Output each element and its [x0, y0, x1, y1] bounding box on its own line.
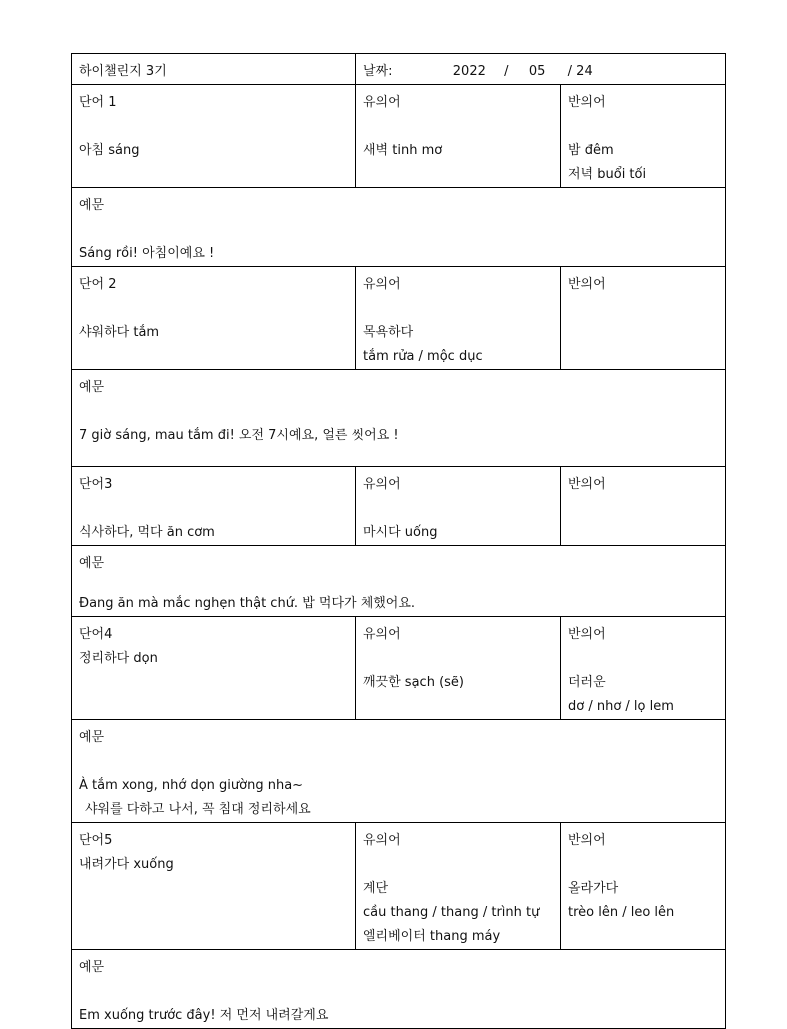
word-row [72, 823, 726, 950]
example-text: Sáng rồi! 아침이예요 ! [79, 246, 215, 261]
example-row [72, 546, 726, 617]
synonym-label: 유의어 [363, 833, 401, 848]
antonym-cell [561, 267, 726, 370]
synonym-cell [356, 467, 561, 546]
antonym-label: 반의어 [568, 627, 606, 642]
example-cell [72, 546, 726, 617]
example-cell [72, 188, 726, 267]
synonym-text: 엘리베이터 thang máy [363, 929, 501, 944]
word-cell [72, 267, 356, 370]
example-text: Đang ăn mà mắc nghẹn thật chứ. 밥 먹다가 체했어요. [79, 596, 416, 611]
challenge-title-cell [72, 54, 356, 85]
header-row [72, 54, 726, 85]
date-day: / 24 [567, 64, 593, 79]
synonym-text: 목욕하다 [363, 325, 414, 340]
date-month: 05 [528, 64, 546, 79]
word-cell [72, 467, 356, 546]
date-cell [356, 54, 726, 85]
synonym-cell [356, 85, 561, 188]
synonym-label: 유의어 [363, 95, 401, 110]
antonym-text: dơ / nhơ / lọ lem [568, 699, 674, 714]
example-text: Em xuống trước đây! 저 먼저 내려갈게요 [79, 1008, 329, 1023]
antonym-text: 더러운 [568, 675, 606, 690]
word-label: 단어3 [79, 477, 113, 492]
date-label: 날짜: [363, 64, 393, 79]
word-label: 단어 1 [79, 95, 117, 110]
synonym-label: 유의어 [363, 277, 401, 292]
example-row [72, 188, 726, 267]
example-cell [72, 950, 726, 1029]
example-text: À tắm xong, nhớ dọn giường nha~ [79, 778, 304, 793]
word-label: 단어5 [79, 833, 113, 848]
antonym-cell [561, 823, 726, 950]
antonym-text: 밤 đêm [568, 143, 614, 158]
synonym-text: 새벽 tinh mơ [363, 143, 443, 158]
example-text: 샤워를 다하고 나서, 꼭 침대 정리하세요 [85, 802, 311, 817]
synonym-text: 계단 [363, 881, 389, 896]
example-label: 예문 [79, 380, 105, 395]
antonym-text: 올라가다 [568, 881, 619, 896]
antonym-label: 반의어 [568, 477, 606, 492]
word-row [72, 267, 726, 370]
antonym-label: 반의어 [568, 277, 606, 292]
antonym-label: 반의어 [568, 95, 606, 110]
word-label: 단어4 [79, 627, 113, 642]
word-row [72, 85, 726, 188]
vocab-table [71, 53, 726, 1029]
example-text: 7 giờ sáng, mau tắm đi! 오전 7시예요, 얼른 씻어요 ! [79, 428, 399, 443]
example-row [72, 950, 726, 1029]
antonym-text: 저녁 buổi tối [568, 167, 647, 182]
word-row [72, 467, 726, 546]
word-cell [72, 823, 356, 950]
synonym-label: 유의어 [363, 477, 401, 492]
synonym-text: tắm rửa / mộc dục [363, 349, 483, 364]
word-text: 식사하다, 먹다 ăn cơm [79, 525, 215, 540]
synonym-text: cầu thang / thang / trình tự [363, 905, 540, 920]
example-cell [72, 720, 726, 823]
synonym-text: 깨끗한 sạch (sẽ) [363, 675, 464, 690]
word-text: 내려가다 xuống [79, 857, 174, 872]
word-label: 단어 2 [79, 277, 117, 292]
date-year: 2022 [452, 64, 486, 79]
antonym-cell [561, 85, 726, 188]
word-cell [72, 617, 356, 720]
word-cell [72, 85, 356, 188]
example-label: 예문 [79, 556, 105, 571]
antonym-text: trèo lên / leo lên [568, 905, 675, 920]
synonym-cell [356, 267, 561, 370]
example-row [72, 370, 726, 467]
example-cell [72, 370, 726, 467]
antonym-label: 반의어 [568, 833, 606, 848]
challenge-title: 하이챌린지 3기 [79, 64, 167, 79]
word-row [72, 617, 726, 720]
synonym-cell [356, 617, 561, 720]
example-row [72, 720, 726, 823]
synonym-text: 마시다 uống [363, 525, 438, 540]
synonym-label: 유의어 [363, 627, 401, 642]
word-text: 정리하다 dọn [79, 651, 158, 666]
synonym-cell [356, 823, 561, 950]
date-separator: / [504, 64, 509, 79]
word-text: 샤워하다 tắm [79, 325, 160, 340]
antonym-cell [561, 617, 726, 720]
example-label: 예문 [79, 730, 105, 745]
example-label: 예문 [79, 960, 105, 975]
word-text: 아침 sáng [79, 143, 140, 158]
example-label: 예문 [79, 198, 105, 213]
antonym-cell [561, 467, 726, 546]
